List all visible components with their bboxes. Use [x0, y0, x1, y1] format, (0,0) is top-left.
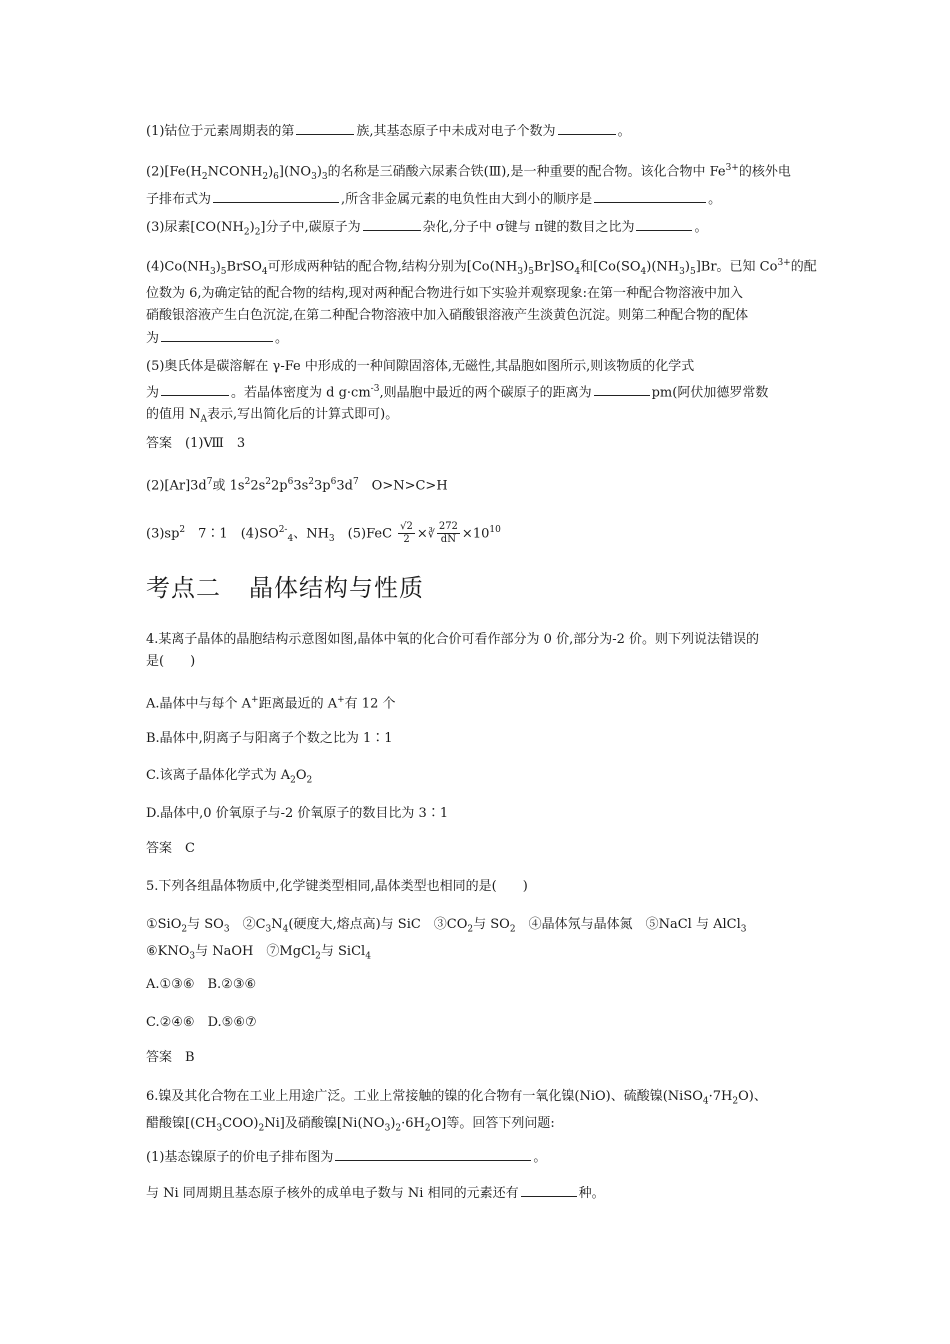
answer-text: 、NH — [293, 526, 329, 542]
choice-text: ②C — [242, 917, 266, 932]
superscript: 7 — [206, 477, 213, 487]
choice-text: 与 SO — [473, 917, 510, 932]
subscript: 6 — [273, 171, 279, 182]
q5b-stem: 5.下列各组晶体物质中,化学键类型相同,晶体类型也相同的是( ) — [146, 879, 528, 894]
section-title — [146, 568, 424, 603]
q4-text: 硝酸银溶液产生白色沉淀,在第二种配合物溶液中加入硝酸银溶液产生淡黄色沉淀。则第二种配合物的配体 — [146, 307, 749, 323]
q6-text: (1)基态镍原子的价电子排布图为 — [146, 1150, 334, 1165]
subscript: 4 — [282, 924, 289, 935]
superscript: 6 — [287, 477, 294, 487]
q2-text: NCONH — [207, 164, 263, 180]
subscript: 2 — [732, 1096, 739, 1107]
q6-text: ·7H — [708, 1089, 733, 1104]
q2-text: 的核外电 — [738, 164, 791, 180]
q3-text: (3)尿素[CO(NH — [146, 220, 244, 235]
answer-block-1-line3 — [146, 515, 814, 554]
superscript: -3 — [370, 384, 380, 394]
subscript: A — [200, 414, 208, 425]
option-text: A.晶体中与每个 A — [146, 696, 252, 712]
subscript: 2 — [262, 171, 269, 182]
answer-text: 2p — [271, 478, 288, 494]
superscript: 2- — [278, 525, 288, 535]
subscript: 2 — [181, 924, 188, 935]
answer-text: 答案 C — [146, 841, 195, 856]
answer-text: 3p — [314, 478, 331, 494]
choice-text: ⑥KNO — [146, 943, 190, 959]
answer-blank[interactable] — [636, 216, 692, 231]
option-text: 距离最近的 A — [258, 696, 338, 712]
subscript: 4 — [365, 951, 371, 962]
subscript: 3 — [328, 533, 335, 544]
q6-text: COO) — [222, 1115, 259, 1131]
q5-text: (5)奥氏体是碳溶解在 γ-Fe 中形成的一种间隙固溶体,无磁性,其晶胞如图所示,则该物质的化学式 — [146, 359, 695, 374]
q1-text: 。 — [617, 124, 631, 139]
answer-text: 或 1s — [212, 478, 245, 494]
subscript: 3 — [265, 924, 272, 935]
q4-text: ) — [523, 259, 529, 275]
subscript: 3 — [311, 171, 317, 182]
choice-text: (硬度大,熔点高)与 SiC ③CO — [288, 917, 468, 932]
q2-text: ](NO — [278, 164, 312, 180]
subscript: 3 — [189, 951, 196, 962]
answer-blank[interactable] — [594, 188, 706, 203]
q6-text: O)、 — [738, 1089, 767, 1104]
option-c — [146, 765, 814, 792]
subscript: 2 — [201, 171, 208, 182]
subscript: 2 — [290, 775, 296, 786]
q4-text: 的配 — [790, 259, 817, 275]
q3-text: ) — [249, 220, 255, 235]
subscript: 3 — [384, 1123, 391, 1134]
q6-text: 与 Ni 同周期且基态原子核外的成单电子数与 Ni 相同的元素还有 — [146, 1186, 519, 1201]
answer-text: ×10 — [461, 526, 490, 542]
choice-text: ④晶体氖与晶体氮 ⑤NaCl 与 AlCl — [528, 917, 741, 932]
answer-text: 7∶1 (4)SO — [185, 526, 279, 542]
answer-blank[interactable] — [161, 327, 273, 342]
superscript: 2 — [308, 477, 315, 487]
superscript: 7 — [352, 477, 359, 487]
answer-text: 答案 B — [146, 1050, 195, 1065]
q6-text: ) — [390, 1115, 396, 1131]
subscript: 3 — [517, 266, 524, 277]
answer-text: (3)sp — [146, 526, 180, 542]
question-5-austenite — [146, 356, 814, 431]
q6-text: 种。 — [578, 1186, 605, 1201]
q6-text: O]等。回答下列问题: — [430, 1115, 555, 1131]
subscript: 3 — [679, 266, 685, 277]
option-text: C.该离子晶体化学式为 A — [146, 768, 291, 783]
answer-text: 答案 (1)Ⅷ 3 — [146, 436, 246, 451]
q2-text: ) — [268, 164, 274, 180]
question-4-cobalt-complexes — [146, 252, 817, 350]
section-number: 考点二 — [146, 574, 221, 602]
q5-text: 的值用 N — [146, 407, 201, 423]
superscript: + — [251, 695, 259, 705]
fraction-denominator: 2 — [403, 534, 410, 546]
q5-text: 。若晶体密度为 d g·cm — [231, 385, 371, 401]
q2-text: 子排布式为 — [146, 191, 212, 207]
subscript: 4 — [640, 266, 647, 277]
answer-block-1 — [146, 433, 814, 455]
superscript: 2 — [244, 477, 251, 487]
question-3-urea — [146, 216, 814, 244]
superscript: 2 — [179, 525, 186, 535]
q6-text: 醋酸镍[(CH — [146, 1115, 217, 1131]
subscript: 3 — [740, 924, 747, 935]
subscript: 3 — [223, 924, 230, 935]
options-cd — [146, 1012, 814, 1034]
q3-text: ]分子中,碳原子为 — [260, 220, 361, 235]
q4-text: ) — [684, 259, 690, 275]
fraction — [398, 521, 415, 546]
fraction-numerator: √2 — [400, 521, 413, 533]
q4-text: ]Br。已知 Co — [695, 259, 778, 275]
q4-text: 为 — [146, 330, 160, 346]
question-6-nickel — [146, 1086, 814, 1139]
subscript: 2 — [424, 1123, 431, 1134]
subscript: 3 — [321, 171, 328, 182]
answer-text: (2)[Ar]3d — [146, 478, 207, 494]
answer-text: 3s — [293, 478, 309, 494]
answer-blank[interactable] — [296, 120, 354, 135]
answer-blank[interactable] — [161, 381, 229, 396]
fraction-denominator: dN — [440, 534, 456, 546]
cube-root-sign: ∛ — [427, 527, 435, 541]
q6-text: 。 — [533, 1150, 547, 1165]
q4-text: )(NH — [646, 259, 680, 275]
answer-q5b — [146, 1047, 814, 1069]
option-text: 有 12 个 — [344, 696, 396, 712]
question-6-part-2 — [146, 1182, 814, 1205]
choice-text: 与 SO — [187, 917, 224, 932]
subscript: 3 — [216, 1123, 223, 1134]
options-ab — [146, 974, 814, 996]
answer-text: (5)FeC — [334, 526, 393, 542]
q4-text: 。 — [275, 330, 289, 346]
option-text: C.②④⑥ D.⑤⑥⑦ — [146, 1015, 257, 1030]
subscript: 4 — [287, 533, 294, 544]
q4-text: (4)Co(NH — [146, 259, 210, 275]
answer-text: 3d — [336, 478, 353, 494]
q2-text: 的名称是三硝酸六尿素合铁(Ⅲ),是一种重要的配合物。该化合物中 Fe — [327, 164, 726, 180]
q5-text: pm(阿伏加德罗常数 — [651, 385, 769, 401]
superscript: 6 — [330, 477, 337, 487]
answer-text: × — [416, 526, 428, 542]
answer-blank[interactable] — [335, 1146, 531, 1161]
answer-blank[interactable] — [521, 1182, 577, 1197]
q4-text: 可形成两种钴的配合物,结构分别为[Co(NH — [267, 259, 518, 275]
subscript: 4 — [574, 266, 581, 277]
subscript: 5 — [528, 266, 534, 277]
option-a — [146, 689, 814, 715]
option-b — [146, 728, 814, 750]
q5-text: 表示,写出简化后的计算式即可)。 — [207, 407, 399, 423]
subscript: 2 — [243, 227, 250, 238]
q1-text: 族,其基态原子中未成对电子个数为 — [356, 124, 556, 139]
subscript: 3 — [209, 266, 216, 277]
q3-text: 杂化,分子中 σ键与 π键的数目之比为 — [422, 220, 635, 235]
subscript: 2 — [254, 227, 261, 238]
q4-text: ) — [215, 259, 221, 275]
q1-text: (1)钴位于元素周期表的第 — [146, 124, 295, 139]
choice-text: ①SiO — [146, 917, 182, 932]
option-text: D.晶体中,0 价氧原子与-2 价氧原子的数目比为 3∶1 — [146, 806, 449, 821]
q5-text: ,则晶胞中最近的两个碳原子的距离为 — [379, 385, 592, 401]
q4-text: 位数为 6,为确定钴的配合物的结构,现对两种配合物进行如下实验并观察现象:在第一种配合物溶液中加入 — [146, 285, 744, 301]
answer-blank[interactable] — [363, 216, 421, 231]
question-5-choices — [146, 914, 814, 967]
question-6-part-1 — [146, 1146, 814, 1169]
q4b-stem: 4.某离子晶体的晶胞结构示意图如图,晶体中氧的化合价可看作部分为 0 价,部分为-2 价。则下列说法错误的 — [146, 632, 760, 647]
question-1-cobalt — [146, 120, 814, 143]
q3-text: 。 — [694, 220, 708, 235]
superscript: 10 — [489, 525, 501, 535]
subscript: 2 — [467, 924, 474, 935]
q2-text: ,所含非金属元素的电负性由大到小的顺序是 — [341, 191, 593, 207]
option-text: B.晶体中,阴离子与阳离子个数之比为 1∶1 — [146, 731, 393, 746]
answer-text: 2s — [250, 478, 266, 494]
superscript: + — [337, 695, 345, 705]
subscript: 5 — [220, 266, 227, 277]
answer-block-1-line2 — [146, 471, 814, 497]
q5-text: 为 — [146, 385, 160, 401]
q6-text: ·6H — [401, 1115, 425, 1131]
q6-text: Ni]及硝酸镍[Ni(NO — [264, 1115, 385, 1131]
section-name: 晶体结构与性质 — [249, 574, 424, 602]
superscript: 2 — [265, 477, 271, 487]
subscript: 4 — [261, 266, 268, 277]
fraction — [437, 521, 460, 546]
subscript: 2 — [258, 1123, 265, 1134]
q4b-stem: 是( ) — [146, 654, 196, 669]
q4-text: Br]SO — [533, 259, 575, 275]
option-text: A.①③⑥ B.②③⑥ — [146, 977, 257, 992]
question-5-crystal-types — [146, 876, 814, 898]
question-4-ionic-crystal — [146, 629, 814, 673]
question-2-iron-complex — [146, 157, 814, 211]
q6-text: 6.镍及其化合物在工业上用途广泛。工业上常接触的镍的化合物有一氧化镍(NiO)、硫酸镍(NiSO — [146, 1089, 703, 1104]
subscript: 2 — [315, 951, 321, 962]
option-text: O — [295, 768, 307, 783]
superscript: 3+ — [725, 163, 739, 173]
q4-text: 和[Co(SO — [580, 259, 641, 275]
answer-blank[interactable] — [213, 188, 339, 203]
choice-text: 与 NaOH ⑦MgCl — [195, 943, 316, 959]
answer-blank[interactable] — [594, 381, 650, 396]
subscript: 2 — [306, 775, 313, 786]
answer-q4b — [146, 838, 814, 860]
q4-text: BrSO — [226, 259, 262, 275]
option-d — [146, 803, 814, 825]
subscript: 2 — [509, 924, 516, 935]
answer-blank[interactable] — [558, 120, 616, 135]
subscript: 2 — [395, 1123, 402, 1134]
fraction-numerator: 272 — [438, 521, 458, 533]
subscript: 4 — [702, 1096, 709, 1107]
answer-text: O>N>C>H — [358, 478, 448, 494]
choice-text: 与 SiCl — [320, 943, 366, 959]
q2-text: (2)[Fe(H — [146, 164, 202, 180]
subscript: 5 — [689, 266, 696, 277]
choice-text: N — [271, 917, 283, 932]
q2-text: ) — [316, 164, 322, 180]
q2-text: 。 — [708, 191, 722, 207]
superscript: 3+ — [777, 258, 791, 268]
